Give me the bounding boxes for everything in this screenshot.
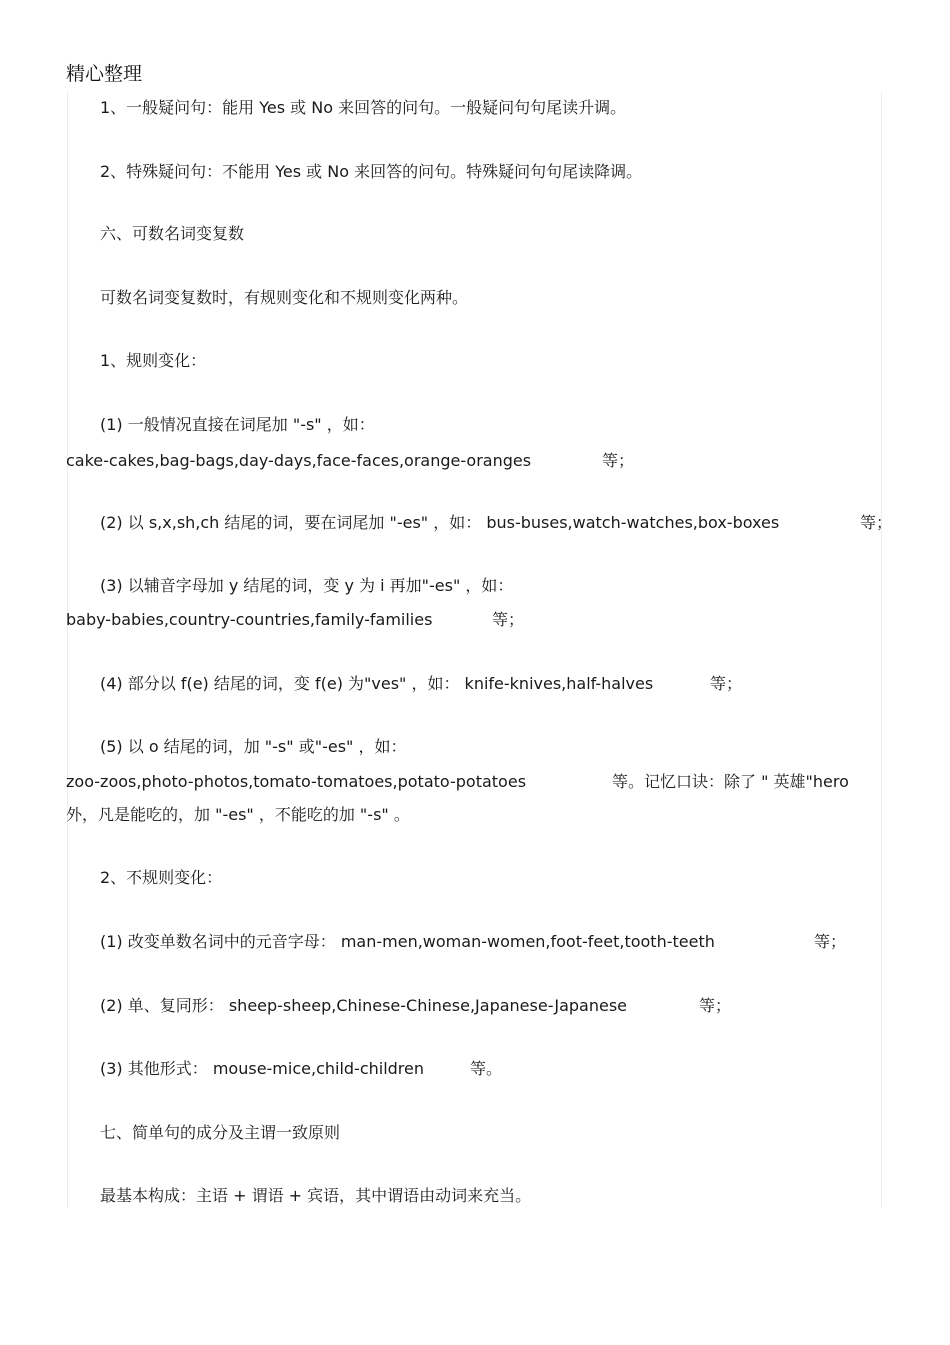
rule-3-etc: 等； <box>492 610 525 629</box>
paragraph-plural-intro: 可数名词变复数时，有规则变化和不规则变化两种。 <box>100 288 469 307</box>
rule-4-etc: 等； <box>710 674 743 693</box>
section-heading-simple-sentence: 七、简单句的成分及主谓一致原则 <box>100 1123 341 1142</box>
rule-1-etc: 等； <box>602 451 635 470</box>
paragraph-yes-no-question: 1、一般疑问句：能用 Yes 或 No 来回答的问句。一般疑问句句尾读升调。 <box>100 98 627 117</box>
page-frame-left-border <box>67 92 68 1207</box>
rule-1-examples: cake-cakes,bag-bags,day-days,face-faces,orange-oranges <box>66 451 532 470</box>
rule-2-etc: 等； <box>860 513 893 532</box>
subheading-regular-changes: 1、规则变化： <box>100 351 207 370</box>
irregular-rule-1-text: (1) 改变单数名词中的元音字母： man-men,woman-women,foot-feet,tooth-teeth <box>100 932 715 951</box>
rule-3-examples: baby-babies,country-countries,family-families <box>66 610 433 629</box>
rule-4-text: (4) 部分以 f(e) 结尾的词，变 f(e) 为"ves" ，如： knife-knives,half-halves <box>100 674 654 693</box>
page-frame-right-border <box>881 92 882 1207</box>
irregular-rule-2-text: (2) 单、复同形： sheep-sheep,Chinese-Chinese,Japanese-Japanese <box>100 996 628 1015</box>
rule-5-examples: zoo-zoos,photo-photos,tomato-tomatoes,potato-potatoes <box>66 772 527 791</box>
rule-5-mnemonic-continued: 外，凡是能吃的，加 "-es" ，不能吃的加 "-s" 。 <box>66 805 410 824</box>
paragraph-basic-structure: 最基本构成：主语 + 谓语 + 宾语，其中谓语由动词来充当。 <box>100 1186 532 1205</box>
section-heading-plural-nouns: 六、可数名词变复数 <box>100 224 245 243</box>
page-header-title: 精心整理 <box>66 63 143 85</box>
rule-5-intro: (5) 以 o 结尾的词，加 "-s" 或"-es" ，如： <box>100 737 407 756</box>
irregular-rule-2-etc: 等； <box>699 996 732 1015</box>
irregular-rule-3-etc: 等。 <box>470 1059 503 1078</box>
subheading-irregular-changes: 2、不规则变化： <box>100 868 223 887</box>
irregular-rule-1-etc: 等； <box>814 932 847 951</box>
rule-3-intro: (3) 以辅音字母加 y 结尾的词，变 y 为 i 再加"-es" ，如： <box>100 576 514 595</box>
irregular-rule-3-text: (3) 其他形式： mouse-mice,child-children <box>100 1059 425 1078</box>
rule-2-text: (2) 以 s,x,sh,ch 结尾的词，要在词尾加 "-es" ，如： bus-buses,watch-watches,box-boxes <box>100 513 780 532</box>
paragraph-wh-question: 2、特殊疑问句：不能用 Yes 或 No 来回答的问句。特殊疑问句句尾读降调。 <box>100 162 643 181</box>
rule-1-intro: (1) 一般情况直接在词尾加 "-s" ，如： <box>100 415 375 434</box>
rule-5-mnemonic: 等。记忆口诀：除了 " 英雄"hero <box>612 772 849 791</box>
